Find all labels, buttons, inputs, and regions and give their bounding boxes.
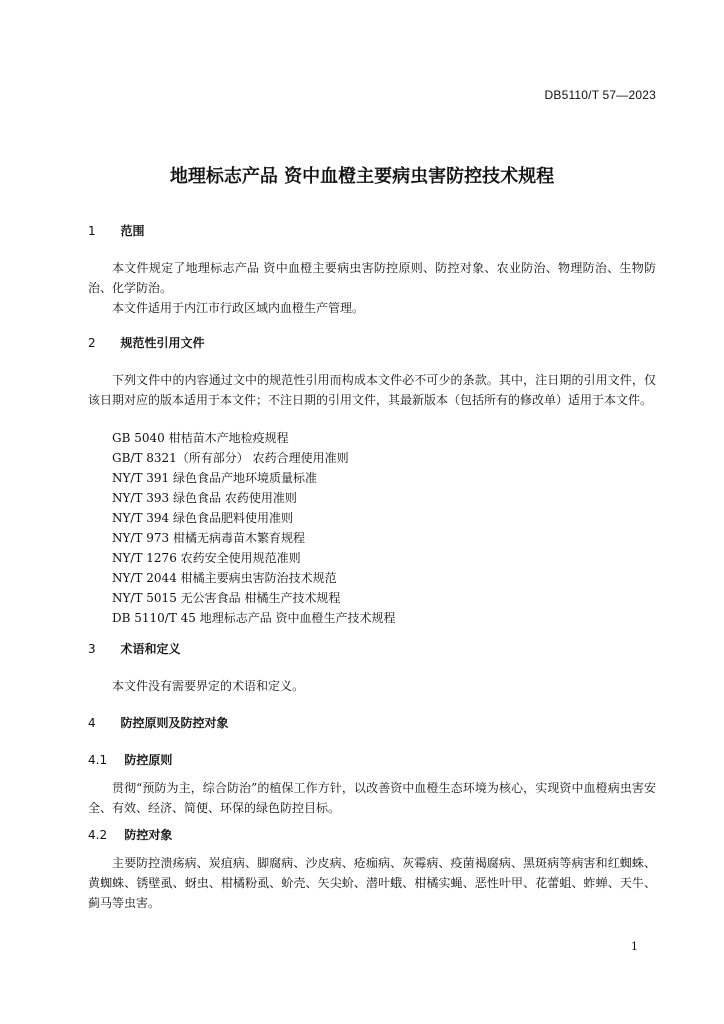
section-1-paragraph-2: 本文件适用于内江市行政区域内血橙生产管理。 (112, 301, 365, 315)
section-number: 4 (88, 716, 96, 730)
section-number: 2 (88, 336, 96, 350)
section-number: 3 (88, 642, 96, 656)
section-title: 规范性引用文件 (120, 336, 205, 350)
section-4-heading (88, 714, 229, 731)
reference-item: NY/T 973 柑橘无病毒苗木繁育规程 (112, 531, 306, 545)
section-4-2-paragraph: 主要防控溃疡病、炭疽病、脚腐病、沙皮病、疮痂病、灰霉病、疫菌褐腐病、黑斑病等病害和红蜘蛛、黄蜘蛛、锈壁虱、蚜虫、柑橘粉虱、蚧壳、矢尖蚧、潜叶蛾、柑橘实蝇、恶性叶甲、花蕾蛆、蚱蝉、天牛、蓟马等虫害。 (88, 856, 656, 910)
reference-item: GB/T 8321（所有部分） 农药合理使用准则 (112, 451, 349, 465)
section-4-1-paragraph: 贯彻“预防为主，综合防治”的植保工作方针，以改善资中血橙生态环境为核心，实现资中血橙病虫害安全、有效、经济、简便、环保的绿色防控目标。 (88, 781, 656, 815)
section-2-intro: 下列文件中的内容通过文中的规范性引用而构成本文件必不可少的条款。其中，注日期的引用文件，仅该日期对应的版本适用于本文件；不注日期的引用文件，其最新版本（包括所有的修改单）适用于本文件。 (88, 373, 656, 407)
section-title: 术语和定义 (120, 642, 181, 656)
reference-item: NY/T 5015 无公害食品 柑橘生产技术规程 (112, 591, 341, 605)
reference-item: NY/T 2044 柑橘主要病虫害防治技术规范 (112, 571, 337, 585)
reference-item: NY/T 394 绿色食品肥料使用准则 (112, 511, 294, 525)
document-number: DB5110/T 57—2023 (544, 88, 656, 102)
reference-item: NY/T 1276 农药安全使用规范准则 (112, 551, 301, 565)
section-title: 防控原则及防控对象 (120, 716, 229, 730)
section-2-heading (88, 334, 205, 351)
document-title: 地理标志产品 资中血橙主要病虫害防控技术规程 (169, 166, 555, 187)
reference-item: NY/T 391 绿色食品产地环境质量标准 (112, 471, 318, 485)
reference-item: GB 5040 柑桔苗木产地检疫规程 (112, 431, 289, 445)
section-number: 4.2 (88, 828, 108, 842)
reference-item: DB 5110/T 45 地理标志产品 资中血橙生产技术规程 (112, 611, 396, 625)
section-title: 范围 (120, 224, 145, 238)
section-number: 1 (88, 224, 96, 238)
section-4-1-heading (88, 751, 172, 768)
section-1-paragraph-1: 本文件规定了地理标志产品 资中血橙主要病虫害防控原则、防控对象、农业防治、物理防治、生物防治、化学防治。 (88, 261, 656, 295)
page-number: 1 (631, 940, 638, 953)
section-number: 4.1 (88, 753, 108, 767)
section-title: 防控对象 (124, 828, 173, 842)
reference-item: NY/T 393 绿色食品 农药使用准则 (112, 491, 297, 505)
section-3-paragraph: 本文件没有需要界定的术语和定义。 (112, 679, 305, 693)
section-3-heading (88, 640, 181, 657)
reference-list (112, 428, 396, 628)
section-1-heading (88, 222, 145, 239)
section-4-2-heading (88, 826, 172, 843)
section-title: 防控原则 (124, 753, 173, 767)
